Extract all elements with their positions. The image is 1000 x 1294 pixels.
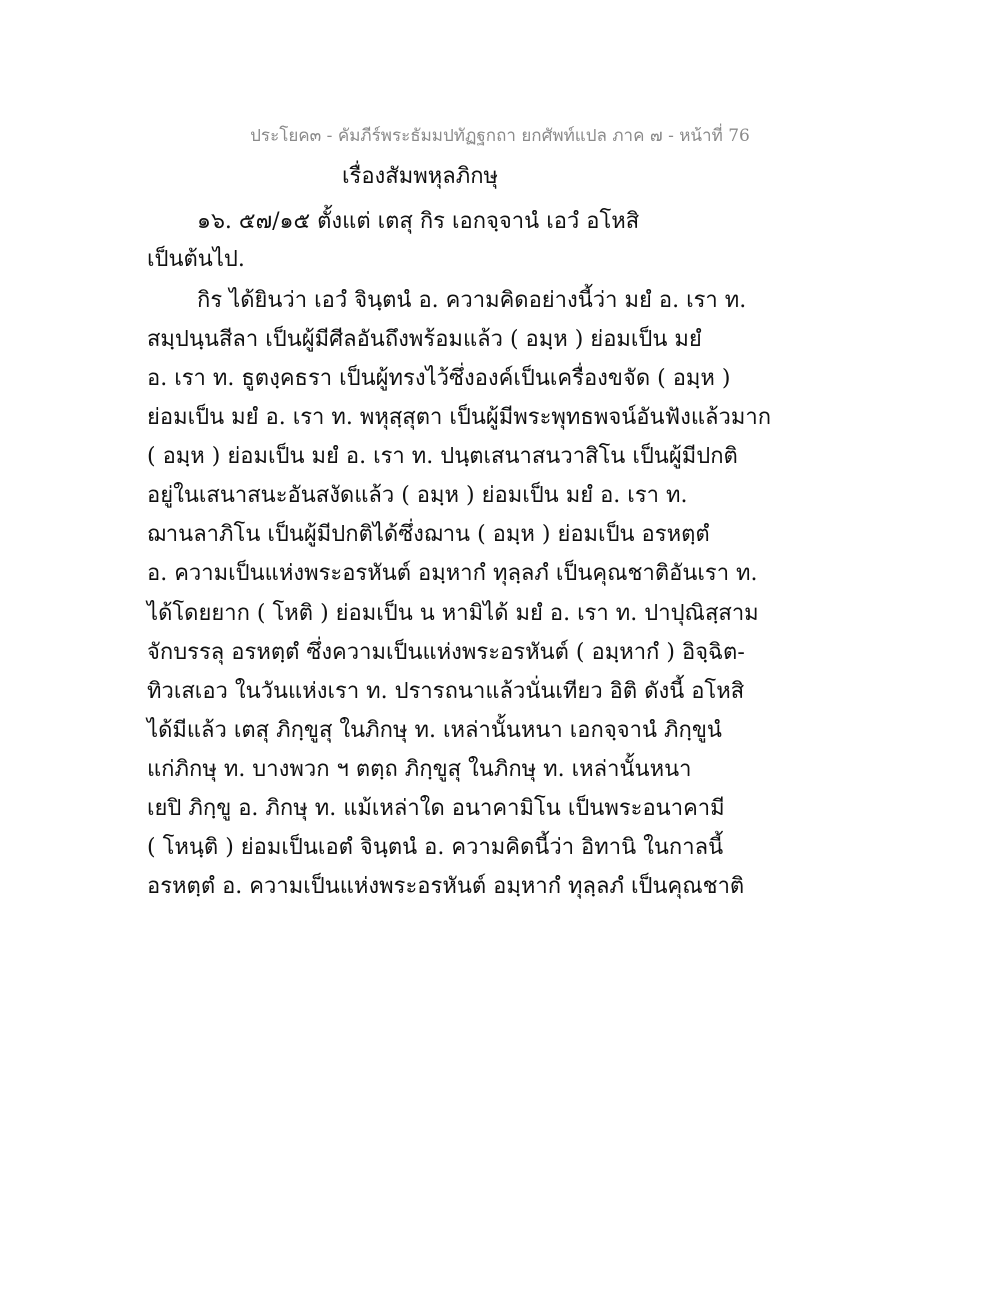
text-line: สมฺปนฺนสีลา เป็นผู้มีศีลอันถึงพร้อมแล้ว ( อมฺห ) ย่อมเป็น มยํ <box>147 327 702 352</box>
text-line: อ. เรา ท. ธูตงฺคธรา เป็นผู้ทรงไว้ซึ่งองค์เป็นเครื่องขจัด ( อมฺห ) <box>147 366 731 391</box>
text-line: อ. ความเป็นแห่งพระอรหันต์ อมฺหากํ ทุลฺลภํ เป็นคุณชาติอันเรา ท. <box>147 561 758 586</box>
running-header: ประโยค๓ - คัมภีร์พระธัมมปทัฏฐกถา ยกศัพท์แปล ภาค ๗ - หน้าที่ 76 <box>250 126 750 146</box>
text-line: ได้โดยยาก ( โหติ ) ย่อมเป็น น หามิได้ มยํ อ. เรา ท. ปาปุณิสฺสาม <box>147 601 759 626</box>
text-line: กิร ได้ยินว่า เอวํ จินฺตนํ อ. ความคิดอย่างนี้ว่า มยํ อ. เรา ท. <box>197 288 747 313</box>
story-title: เรื่องสัมพหุลภิกษุ <box>342 164 499 189</box>
text-line: เป็นต้นไป. <box>147 247 245 272</box>
text-line: ( อมฺห ) ย่อมเป็น มยํ อ. เรา ท. ปนฺตเสนาสนวาสิโน เป็นผู้มีปกติ <box>147 444 738 469</box>
text-line: อรหตฺตํ อ. ความเป็นแห่งพระอรหันต์ อมฺหากํ ทุลฺลภํ เป็นคุณชาติ <box>147 874 745 899</box>
text-line: ( โหนฺติ ) ย่อมเป็นเอตํ จินฺตนํ อ. ความคิดนี้ว่า อิทานิ ในกาลนี้ <box>147 835 724 860</box>
text-line: ย่อมเป็น มยํ อ. เรา ท. พหุสฺสุตา เป็นผู้มีพระพุทธพจน์อันฟังแล้วมาก <box>147 405 772 430</box>
text-line: ได้มีแล้ว เตสุ ภิกฺขูสุ ในภิกษุ ท. เหล่านั้นหนา เอกจฺจานํ ภิกฺขูนํ <box>147 718 722 743</box>
text-line: ทิวเสเอว ในวันแห่งเรา ท. ปรารถนาแล้วนั่นเทียว อิติ ดังนี้ อโหสิ <box>147 679 745 704</box>
text-line: แก่ภิกษุ ท. บางพวก ฯ ตตฺถ ภิกฺขูสุ ในภิกษุ ท. เหล่านั้นหนา <box>147 757 692 782</box>
text-line: ๑๖. ๕๗/๑๕ ตั้งแต่ เตสุ กิร เอกจฺจานํ เอวํ อโหสิ <box>197 209 640 234</box>
text-line: อยู่ในเสนาสนะอันสงัดแล้ว ( อมฺห ) ย่อมเป็น มยํ อ. เรา ท. <box>147 483 688 508</box>
text-line: เยปิ ภิกฺขู อ. ภิกษุ ท. แม้เหล่าใด อนาคามิโน เป็นพระอนาคามี <box>147 796 725 821</box>
text-line: จักบรรลุ อรหตฺตํ ซึ่งความเป็นแห่งพระอรหันต์ ( อมฺหากํ ) อิจฺฉิต- <box>147 640 745 665</box>
text-line: ฌานลาภิโน เป็นผู้มีปกติได้ซึ่งฌาน ( อมฺห ) ย่อมเป็น อรหตฺตํ <box>147 522 710 547</box>
